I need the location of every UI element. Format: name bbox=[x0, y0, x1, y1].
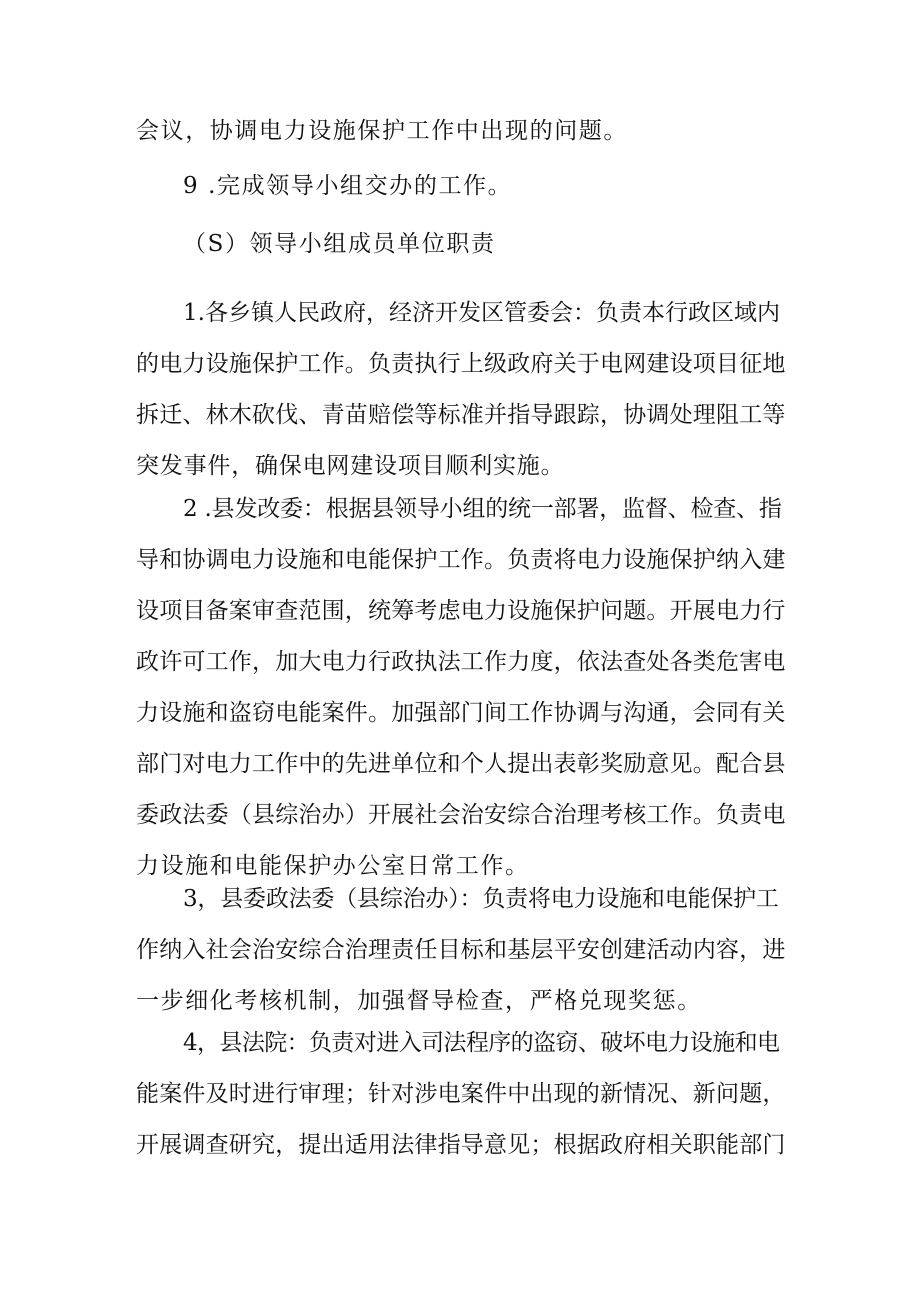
text-line: 委政法委（县综治办）开展社会治安综合治理考核工作。负责电 bbox=[136, 802, 786, 828]
text-line: 9 .完成领导小组交办的工作。 bbox=[183, 173, 513, 199]
text-line: 拆迁、林木砍伐、青苗赔偿等标准并指导跟踪，协调处理阻工等 bbox=[136, 402, 786, 428]
text-line: 力设施和盗窃电能案件。加强部门间工作协调与沟通，会同有关 bbox=[136, 700, 786, 726]
text-line: 突发事件，确保电网建设项目顺利实施。 bbox=[136, 453, 565, 479]
text-line: 作纳入社会治安综合治理责任目标和基层平安创建活动内容，进 bbox=[136, 937, 786, 963]
text-line: 政许可工作，加大电力行政执法工作力度，依法查处各类危害电 bbox=[136, 649, 786, 675]
text-line: 能案件及时进行审理；针对涉电案件中出现的新情况、新问题， bbox=[136, 1081, 786, 1107]
text-line: 导和协调电力设施和电能保护工作。负责将电力设施保护纳入建 bbox=[136, 547, 786, 573]
text-line: 的电力设施保护工作。负责执行上级政府关于电网建设项目征地 bbox=[136, 351, 786, 377]
text-line: 一步细化考核机制，加强督导检查，严格兑现奖惩。 bbox=[136, 988, 702, 1014]
text-line: 力设施和电能保护办公室日常工作。 bbox=[136, 853, 530, 879]
text-line: 3，县委政法委（县综治办）：负责将电力设施和电能保护工 bbox=[183, 886, 779, 912]
text-line: 1.各乡镇人民政府，经济开发区管委会：负责本行政区域内 bbox=[183, 300, 780, 326]
section-heading: （S）领导小组成员单位职责 bbox=[183, 231, 496, 257]
text-line: 4，县法院：负责对进入司法程序的盗窃、破坏电力设施和电 bbox=[183, 1030, 780, 1056]
text-line: 设项目备案审查范围，统筹考虑电力设施保护问题。开展电力行 bbox=[136, 598, 786, 624]
text-line: 部门对电力工作中的先进单位和个人提出表彰奖励意见。配合县 bbox=[136, 751, 786, 777]
text-line: 会议，协调电力设施保护工作中出现的问题。 bbox=[136, 118, 628, 144]
text-line: 开展调查研究，提出适用法律指导意见；根据政府相关职能部门 bbox=[136, 1132, 786, 1158]
text-line: 2 .县发改委：根据县领导小组的统一部署，监督、检查、指 bbox=[183, 496, 782, 522]
